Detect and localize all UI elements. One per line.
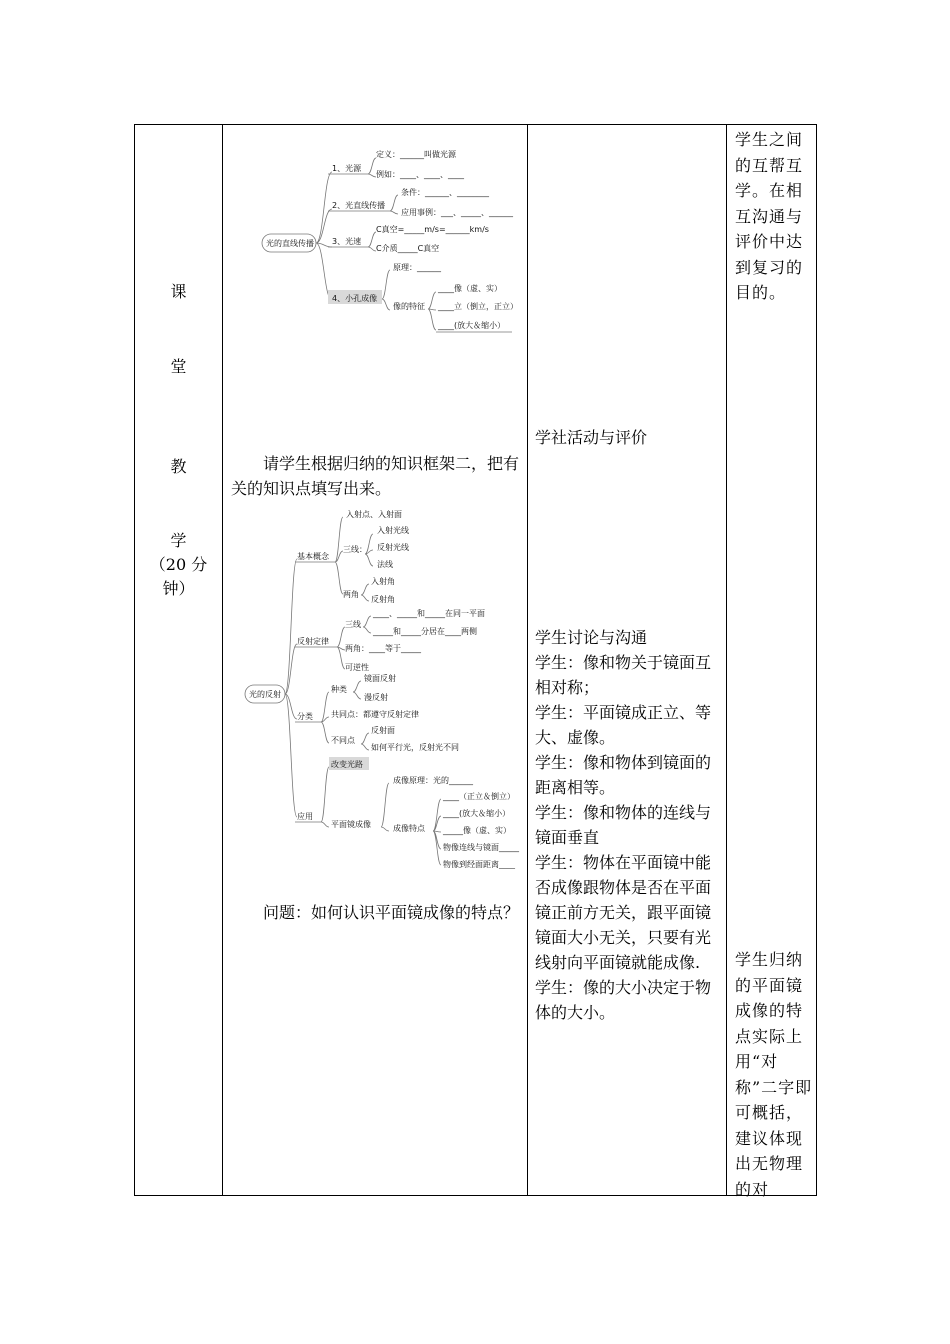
mindmap-item: 条件：______、________ — [401, 188, 489, 197]
branch-label: 基本概念 — [297, 552, 329, 561]
comment-top: 学生之间的互帮互学。在相互沟通与评价中达到复习的目的。 — [735, 130, 804, 302]
mindmap-item: 两角：____等于_____ — [345, 644, 421, 653]
stage-column — [135, 125, 222, 1195]
discussion-line: 学生：物体在平面镜中能否成像跟物体是否在平面镜正前方无关，跟平面镜镜面大小无关，只要有光线射向平面镜就能成像. — [535, 853, 712, 972]
mindmap-item: 共同点：都遵守反射定律 — [331, 710, 419, 719]
stage-char: 课 — [170, 282, 187, 301]
branch-label: 1、光源 — [332, 164, 362, 173]
branch-label: 分类 — [297, 712, 313, 721]
discussion-line: 学生：像和物体的连线与镜面垂直 — [535, 803, 712, 847]
mindmap-item: 成像原理：光的______ — [393, 776, 473, 785]
feature-item: ____(放大＆缩小） — [443, 809, 511, 818]
feature-item: 物像连线与镜面_____ — [443, 843, 519, 852]
mindmap-item: 入射点、入射面 — [346, 510, 402, 519]
instruction-paragraph: 请学生根据归纳的知识框架二，把有关的知识点填写出来。 — [231, 454, 520, 498]
mindmap-item: 不同点 — [331, 736, 355, 745]
branch-label: 反射定律 — [297, 637, 329, 646]
mindmap-item: 镜面反射 — [364, 674, 396, 683]
comment-bottom: 学生归纳的平面镜成像的特点实际上用“对称”二字即可概括，建议体现出无物理的对 — [735, 950, 813, 1199]
mindmap-root-label: 光的直线传播 — [266, 239, 314, 248]
branch-label: 2、光直线传播 — [332, 201, 386, 210]
lesson-table — [134, 124, 817, 1199]
mindmap-item: 反射角 — [371, 595, 395, 604]
discussion-line: 学生：像和物关于镜面互相对称； — [535, 653, 712, 697]
column-divider — [726, 125, 727, 1195]
mindmap-light-reflection — [243, 509, 528, 869]
discussion-line: 学生：像和物体到镜面的距离相等。 — [535, 753, 712, 797]
feature-item: ____立（倒立，正立） — [438, 302, 518, 311]
feature-item: ____(放大＆缩小） — [438, 321, 506, 330]
mindmap-item: 三线 — [345, 620, 361, 629]
mindmap-item: 漫反射 — [364, 693, 388, 702]
branch-label: 4、小孔成像 — [332, 294, 378, 303]
time-label: （20 分钟） — [149, 555, 208, 598]
feature-item: ____（正立＆倒立） — [443, 792, 515, 801]
mindmap-item: 应用事例：___、_____、______ — [401, 208, 513, 217]
discussion-block — [535, 625, 720, 1025]
stage-char: 学 — [170, 531, 187, 550]
branch-label: 3、光速 — [332, 237, 362, 246]
mindmap-item: C介质_____C真空 — [376, 244, 440, 253]
mindmap-item: 入射角 — [371, 577, 395, 586]
mindmap-item: 定义：______叫做光源 — [376, 150, 456, 159]
mindmap-item: 如何平行光，反射光不同 — [371, 743, 459, 752]
mindmap-item: 可逆性 — [345, 663, 369, 672]
discussion-line: 学生讨论与沟通 — [535, 628, 648, 647]
mindmap-item: C真空=_____m/s=______km/s — [376, 225, 489, 234]
branch-label: 应用 — [297, 812, 313, 821]
stage-char: 教 — [170, 457, 187, 476]
mindmap-root-label: 光的反射 — [249, 690, 281, 699]
mindmap-item: 原理：______ — [393, 263, 441, 272]
mindmap-item: 法线 — [377, 560, 393, 569]
stage-char: 堂 — [170, 357, 187, 376]
column-divider — [222, 125, 223, 1195]
mindmap-item: 种类 — [331, 685, 347, 694]
feature-item: ____像（虚、实） — [438, 284, 502, 293]
mindmap-item: 像的特征 — [393, 302, 425, 311]
mindmap-item: 成像特点 — [393, 824, 425, 833]
mindmap-item: 反射面 — [371, 726, 395, 735]
mindmap-light-propagation — [260, 147, 530, 359]
mindmap-item: ____、_____和_____在同一平面 — [373, 609, 485, 618]
mindmap-item: 反射光线 — [377, 543, 409, 552]
mindmap-item: 改变光路 — [331, 760, 363, 769]
mindmap-item: _____和_____分居在____两侧 — [373, 627, 477, 636]
feature-item: _____像（虚、实） — [443, 826, 511, 835]
mindmap-item: 入射光线 — [377, 526, 409, 535]
mindmap-item: 三线： — [343, 545, 367, 554]
discussion-line: 学生：平面镜成正立、等大、虚像。 — [535, 703, 712, 747]
activity-label: 学社活动与评价 — [535, 428, 648, 447]
feature-item: 物像到经面距离____ — [443, 860, 515, 869]
discussion-line: 学生：像的大小决定于物体的大小。 — [535, 978, 712, 1022]
mindmap-item: 两角 — [343, 590, 359, 599]
mindmap-item: 平面镜成像 — [331, 820, 371, 829]
mindmap-item: 例如：____、____、____ — [376, 170, 464, 179]
question-paragraph: 问题：如何认识平面镜成像的特点？ — [263, 903, 520, 922]
